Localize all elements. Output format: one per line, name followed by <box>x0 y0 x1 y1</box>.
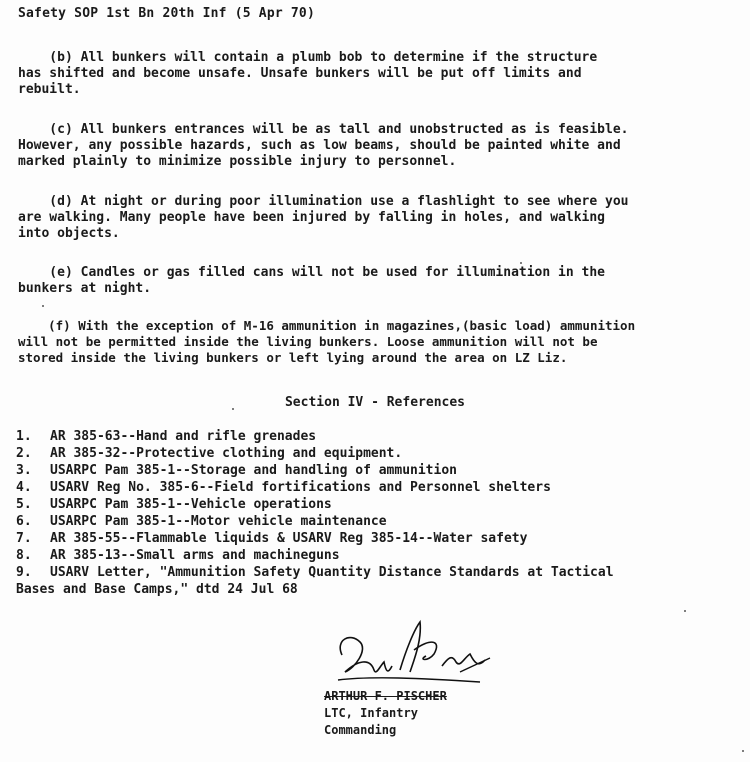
paragraph-line: (b) All bunkers will contain a plumb bob to determine if the structure <box>18 50 598 65</box>
reference-number: 7. <box>16 531 32 546</box>
paragraph-line: (d) At night or during poor illumination use a flashlight to see where you <box>18 194 629 209</box>
reference-item <box>16 445 736 462</box>
reference-number: 4. <box>16 480 32 495</box>
paragraph-f <box>18 318 730 366</box>
scan-speck <box>742 750 744 752</box>
reference-text: AR 385-55--Flammable liquids & USARV Reg 385-14--Water safety <box>50 531 528 546</box>
reference-text: USARV Reg No. 385-6--Field fortifications and Personnel shelters <box>50 480 551 495</box>
paragraph-line: into objects. <box>18 226 120 241</box>
reference-text: USARPC Pam 385-1--Motor vehicle maintenance <box>50 514 387 529</box>
paragraph-line: are walking. Many people have been injured by falling in holes, and walking <box>18 210 605 225</box>
reference-text-continuation: Bases and Base Camps," dtd 24 Jul 68 <box>16 582 298 597</box>
reference-number: 3. <box>16 463 32 478</box>
paragraph-line: (e) Candles or gas filled cans will not be used for illumination in the <box>18 265 605 280</box>
reference-number: 5. <box>16 497 32 512</box>
reference-item <box>16 513 736 530</box>
reference-text: AR 385-32--Protective clothing and equipment. <box>50 446 403 461</box>
paragraph-line: (c) All bunkers entrances will be as tall and unobstructed as is feasible. <box>18 122 629 137</box>
signature-block <box>324 688 447 739</box>
paragraph-line: However, any possible hazards, such as low beams, should be painted white and <box>18 138 621 153</box>
signer-name: ARTHUR F. PISCHER <box>324 689 447 703</box>
paragraph-line: rebuilt. <box>18 82 81 97</box>
reference-item <box>16 547 736 564</box>
reference-text: AR 385-13--Small arms and machineguns <box>50 548 340 563</box>
reference-number: 2. <box>16 446 32 461</box>
paragraph-d <box>18 194 730 242</box>
paragraph-b <box>18 50 730 98</box>
paragraph-e <box>18 265 730 297</box>
reference-item <box>16 564 736 598</box>
reference-number: 6. <box>16 514 32 529</box>
reference-number: 9. <box>16 565 32 580</box>
signer-role: Commanding <box>324 723 397 737</box>
reference-item <box>16 428 736 445</box>
section-title: Section IV - References <box>284 395 465 410</box>
reference-item <box>16 496 736 513</box>
scan-speck <box>42 305 44 307</box>
scan-speck <box>520 262 522 264</box>
handwritten-signature <box>330 610 500 690</box>
paragraph-line: has shifted and become unsafe. Unsafe bunkers will be put off limits and <box>18 66 582 81</box>
paragraph-line: will not be permitted inside the living bunkers. Loose ammunition will not be <box>18 334 598 349</box>
paragraph-line: marked plainly to minimize possible injury to personnel. <box>18 154 457 169</box>
scan-speck <box>232 408 234 410</box>
document-header: Safety SOP 1st Bn 20th Inf (5 Apr 70) <box>18 6 315 21</box>
references-list <box>16 428 736 598</box>
signer-rank: LTC, Infantry <box>324 706 418 720</box>
paragraph-c <box>18 122 730 170</box>
reference-number: 1. <box>16 429 32 444</box>
paragraph-line: (f) With the exception of M-16 ammunition in magazines,(basic load) ammunition <box>18 318 636 333</box>
reference-text: USARPC Pam 385-1--Storage and handling of ammunition <box>50 463 457 478</box>
paragraph-line: stored inside the living bunkers or left lying around the area on LZ Liz. <box>18 350 568 365</box>
reference-item <box>16 530 736 547</box>
reference-text: AR 385-63--Hand and rifle grenades <box>50 429 317 444</box>
reference-text: USARV Letter, "Ammunition Safety Quantity Distance Standards at Tactical <box>50 565 614 580</box>
scan-speck <box>684 610 686 612</box>
reference-text: USARPC Pam 385-1--Vehicle operations <box>50 497 332 512</box>
reference-number: 8. <box>16 548 32 563</box>
reference-item <box>16 462 736 479</box>
reference-item <box>16 479 736 496</box>
paragraph-line: bunkers at night. <box>18 281 152 296</box>
